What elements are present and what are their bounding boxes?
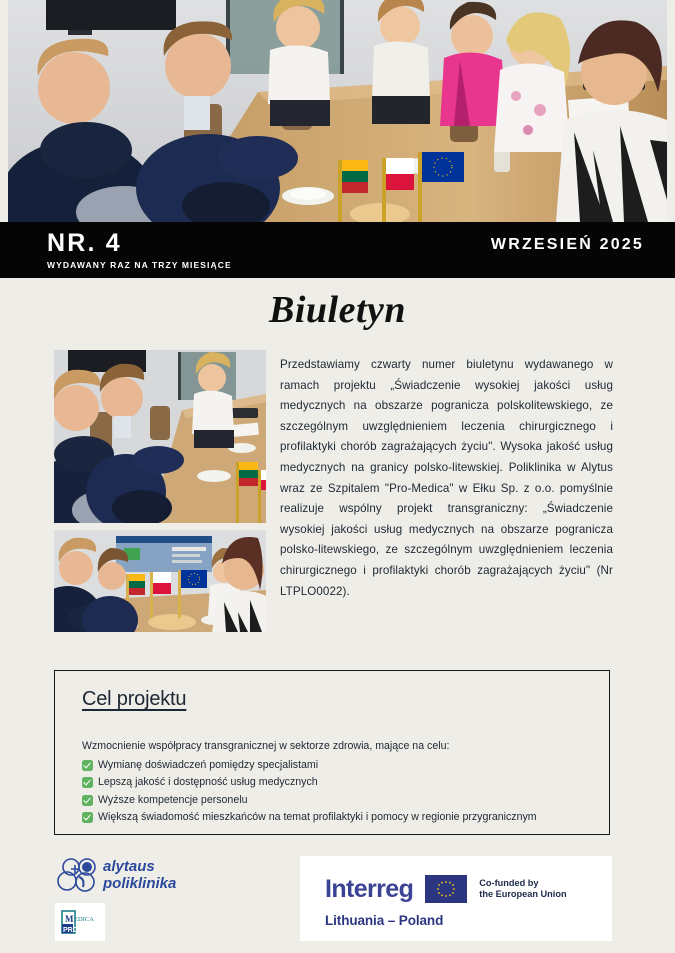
issue-number: NR. 4 [47,229,122,257]
article-photo-2-illustration [54,530,266,632]
project-goal-intro: Wzmocnienie współpracy transgranicznej w sektorze zdrowia, mające na celu: [82,740,450,752]
svg-text:PRO: PRO [63,927,79,934]
interreg-wordmark: Interreg [325,874,414,903]
article-photo-column [54,350,266,632]
check-icon [82,760,93,771]
list-item [82,774,587,792]
photo1-person-far [192,352,234,448]
check-icon [82,812,93,823]
intro-paragraph: Przedstawiamy czwarty numer biuletynu wydawanego w ramach projektu „Świadczenie wysokiej jakości usług medycznych na obszarze pogranicza polskolitewskiego, ze szczególnym uwzględnieniem leczenia chirurgicznego i profilaktyki chorób zagrażających życiu". Wysoka jakość usług medycznych na granicy polsko-litewskiej. Poliklinika w Alytus wraz ze Szpitalem "Pro-Medica" w Ełku Sp. z o.o. pomyślnie realizuje wspólny projekt transgraniczny: „Świadczenie wysokiej jakości usług medycznych na obszarze pogranicza polsko-litewskiego, ze szczególnym uwzględnieniem leczenia chirurgicznego i profilaktyki chorób zagrażających życiu" (Nr LTPLO0022). [280,358,613,598]
check-icon [82,795,93,806]
eu-funding-caption [479,878,566,901]
hero-photo [8,0,667,222]
list-item-label: Lepszą jakość i dostępność usług medycznych [98,776,318,788]
alytaus-poliklinika-logo [55,855,215,895]
article-photo-1-illustration [54,350,266,523]
interreg-logo-block [300,856,612,941]
alytaus-logo-line1: alytaus [103,858,155,875]
list-item [82,809,587,827]
project-goal-box [54,670,610,835]
article-photo-2 [54,530,266,632]
project-goal-body [82,738,587,827]
project-goal-list [82,757,587,827]
alytaus-logo-line2: poliklinika [103,875,177,892]
check-icon [82,777,93,788]
eu-flag-stars [425,875,467,903]
svg-text:EDICA: EDICA [74,916,94,923]
hero-photo-illustration [8,0,667,222]
issue-date: WRZESIEŃ 2025 [490,236,644,253]
eu-funding-caption-line1: Co-funded by [479,877,539,888]
interreg-programme-name: Lithuania – Poland [325,913,444,928]
list-item [82,792,587,810]
pro-medica-logo-mark [60,909,100,935]
list-item-label: Wymianę doświadczeń pomiędzy specjalistami [98,758,319,771]
issue-band-left [47,230,232,270]
page-title: Biuletyn [268,289,407,331]
article-photo-1 [54,350,266,523]
pro-medica-logo [55,903,105,941]
svg-text:M: M [65,914,74,924]
issue-frequency: WYDAWANY RAZ NA TRZY MIESIĄCE [47,260,232,270]
list-item [82,757,587,775]
list-item-label: Większą świadomość mieszkańców na temat profilaktyki i pomocy w regionie przygranicznym [98,811,537,823]
eu-flag-icon [425,875,467,903]
interreg-row [325,875,567,903]
issue-band [0,222,675,278]
project-goal-title: Cel projektu [82,688,187,710]
eu-funding-caption-line2: the European Union [479,889,567,899]
list-item-label: Wyższe kompetencje personelu [98,793,248,806]
alytaus-poliklinika-logo-mark [55,855,215,895]
footer [0,845,675,953]
